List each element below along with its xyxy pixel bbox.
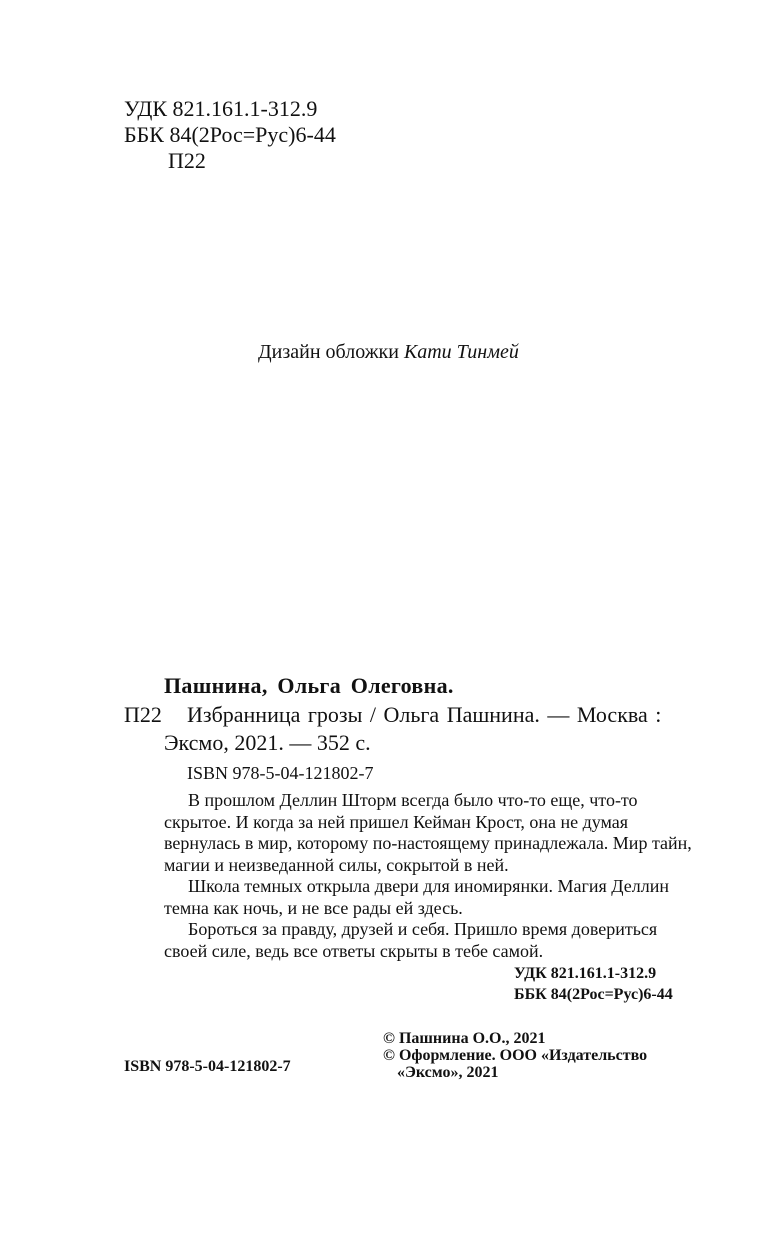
annotation-paragraph: В прошлом Деллин Шторм всегда было что-то еще, что-то скрытое. И когда за ней пришел Кейман Крост, она не думая вернулась в мир, которому по-настоящему принадлежала. Мир тайн, магии и неизведанной силы, сокрытой в ней.	[164, 790, 692, 875]
bbk-code: ББК 84(2Рос=Рус)6-44	[124, 122, 336, 147]
bibliographic-mark: П22	[124, 702, 162, 727]
bottom-bbk-code: ББК 84(2Рос=Рус)6-44	[514, 986, 673, 1003]
annotation-paragraph: Бороться за правду, друзей и себя. Пришло время довериться своей силе, ведь все ответы скрыты в тебе самой.	[164, 919, 658, 961]
bottom-classification-block	[514, 963, 673, 1005]
copyright-block	[383, 1030, 647, 1081]
annotation-text	[164, 790, 694, 962]
annotation-paragraph: Школа темных открыла двери для иномирянки. Магия Деллин темна как ночь, и не все рады ей здесь.	[164, 876, 669, 918]
top-classification-block	[124, 96, 336, 174]
cover-designer-name: Кати Тинмей	[403, 341, 519, 363]
copyright-design: © Оформление. ООО «Издательство	[383, 1047, 648, 1064]
bottom-isbn-number: ISBN 978-5-04-121802-7	[124, 1058, 291, 1075]
copyright-author: © Пашнина О.О., 2021	[383, 1030, 546, 1047]
author-mark: П22	[168, 148, 206, 173]
bottom-udk-code: УДК 821.161.1-312.9	[514, 965, 657, 982]
cover-design-label: Дизайн обложки	[258, 341, 399, 363]
publisher-line: Эксмо, 2021. — 352 с.	[164, 730, 371, 755]
isbn-number: ISBN 978-5-04-121802-7	[187, 763, 374, 783]
copyright-publisher: «Эксмо», 2021	[397, 1064, 499, 1081]
author-heading: Пашнина, Ольга Олеговна.	[164, 673, 454, 698]
title-line: Избранница грозы / Ольга Пашнина. — Москва :	[187, 702, 662, 727]
cover-design-credit	[258, 341, 519, 364]
udk-code: УДК 821.161.1-312.9	[124, 96, 318, 121]
